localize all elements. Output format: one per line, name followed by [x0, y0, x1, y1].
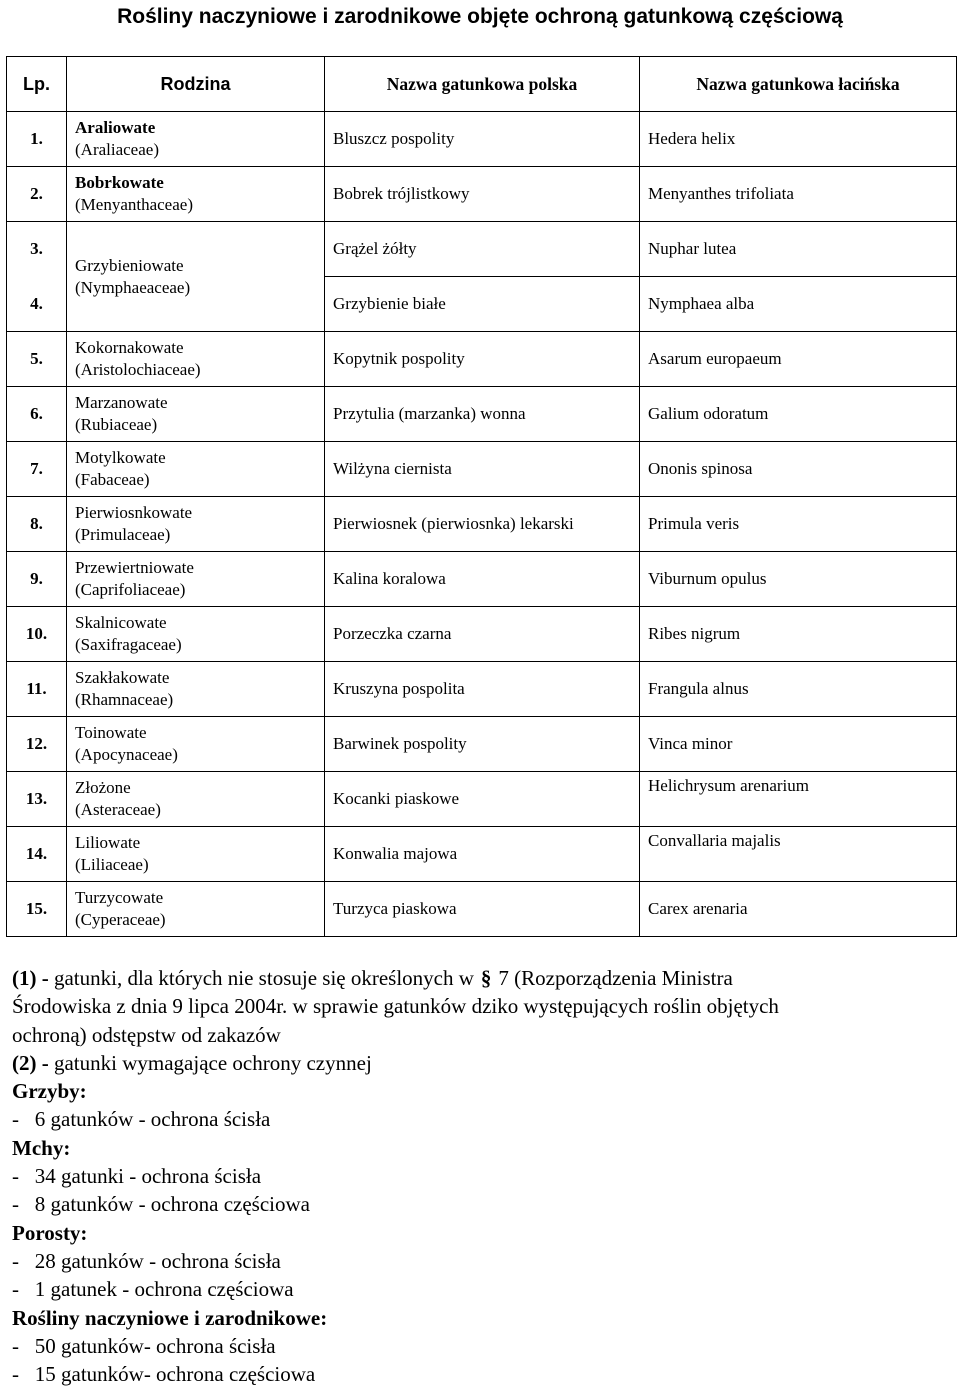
row-family	[67, 827, 325, 882]
row-lp: 2.	[7, 167, 67, 222]
row-name-pl: Grążel żółty	[325, 222, 640, 277]
row-lp: 8.	[7, 497, 67, 552]
row-lp: 13.	[7, 772, 67, 827]
header-lp: Lp.	[7, 57, 67, 112]
row-name-pl: Kocanki piaskowe	[325, 772, 640, 827]
family-lat: (Araliaceae)	[75, 140, 159, 159]
notes-section	[12, 964, 942, 1388]
row-lp-merged	[7, 222, 67, 332]
family-pl: Pierwiosnkowate	[75, 503, 193, 522]
family-pl: Turzycowate	[75, 888, 164, 907]
family-pl: Grzybieniowate	[75, 255, 184, 275]
group-item: - 6 gatunków - ochrona ścisła	[12, 1107, 271, 1132]
family-lat: (Fabaceae)	[75, 470, 150, 489]
table-row	[7, 607, 957, 662]
row-name-lat: Convallaria majalis	[640, 827, 957, 882]
family-pl: Toinowate	[75, 723, 147, 742]
group-heading-text: Porosty:	[12, 1220, 88, 1245]
family-lat: (Nymphaeaceae)	[75, 277, 191, 297]
family-pl: Kokornakowate	[75, 338, 184, 357]
group-item: - 34 gatunki - ochrona ścisła	[12, 1164, 262, 1189]
family-pl: Liliowate	[75, 833, 141, 852]
group-item: - 28 gatunków - ochrona ścisła	[12, 1248, 281, 1273]
row-family	[67, 607, 325, 662]
family-pl: Araliowate	[75, 118, 156, 137]
header-name-pl: Nazwa gatunkowa polska	[325, 57, 640, 112]
table-row	[7, 772, 957, 827]
row-lp: 12.	[7, 717, 67, 772]
group-heading	[12, 1077, 942, 1105]
family-lat: (Saxifragaceae)	[75, 635, 182, 654]
row-name-lat: Ononis spinosa	[640, 442, 957, 497]
row-name-lat: Nymphaea alba	[640, 277, 957, 332]
row-family	[67, 497, 325, 552]
row-lp: 10.	[7, 607, 67, 662]
row-family	[67, 662, 325, 717]
header-family: Rodzina	[67, 57, 325, 112]
table-row	[7, 167, 957, 222]
table-row	[7, 332, 957, 387]
row-name-lat: Frangula alnus	[640, 662, 957, 717]
row-name-lat: Vinca minor	[640, 717, 957, 772]
family-pl: Marzanowate	[75, 393, 168, 412]
paragraph-sign-icon: §	[480, 966, 492, 990]
row-family	[67, 112, 325, 167]
row-name-pl: Bobrek trójlistkowy	[325, 167, 640, 222]
row-name-pl: Bluszcz pospolity	[325, 112, 640, 167]
group-heading-text: Grzyby:	[12, 1079, 87, 1104]
row-lp: 9.	[7, 552, 67, 607]
row-name-lat: Nuphar lutea	[640, 222, 957, 277]
family-pl: Złożone	[75, 778, 131, 797]
group-item: - 8 gatunków - ochrona częściowa	[12, 1192, 310, 1217]
note-1-marker: (1) -	[12, 966, 49, 990]
row-lp: 1.	[7, 112, 67, 167]
family-lat: (Menyanthaceae)	[75, 195, 193, 214]
row-name-pl: Pierwiosnek (pierwiosnka) lekarski	[325, 497, 640, 552]
family-lat: (Rhamnaceae)	[75, 690, 174, 709]
row-name-pl: Kruszyna pospolita	[325, 662, 640, 717]
row-lp: 6.	[7, 387, 67, 442]
group-heading-text: Mchy:	[12, 1135, 71, 1160]
table-row	[7, 827, 957, 882]
family-pl: Bobrkowate	[75, 173, 164, 192]
table-header-row	[7, 57, 957, 112]
family-pl: Przewiertniowate	[75, 558, 194, 577]
group-item: - 50 gatunków- ochrona ścisła	[12, 1333, 276, 1358]
family-lat: (Primulaceae)	[75, 525, 171, 544]
note-2-marker: (2) -	[12, 1050, 49, 1075]
family-pl: Skalnicowate	[75, 613, 167, 632]
note-1-text: gatunki, dla których nie stosuje się określonych w	[48, 966, 480, 990]
table-row	[7, 552, 957, 607]
row-name-pl: Wilżyna ciernista	[325, 442, 640, 497]
row-name-lat: Viburnum opulus	[640, 552, 957, 607]
note-2-text: gatunki wymagające ochrony czynnej	[48, 1050, 372, 1075]
row-name-pl: Porzeczka czarna	[325, 607, 640, 662]
row-name-pl: Przytulia (marzanka) wonna	[325, 387, 640, 442]
row-name-pl: Konwalia majowa	[325, 827, 640, 882]
family-pl: Motylkowate	[75, 448, 166, 467]
row-name-lat: Primula veris	[640, 497, 957, 552]
table-row	[7, 222, 957, 277]
note-1-line-1	[12, 964, 942, 992]
row-family	[67, 717, 325, 772]
row-family	[67, 167, 325, 222]
table-row	[7, 442, 957, 497]
table-row	[7, 882, 957, 937]
note-1-text-end: 7 (Rozporządzenia Ministra	[493, 966, 733, 990]
row-lp: 11.	[7, 662, 67, 717]
row-lp: 15.	[7, 882, 67, 937]
row-lp: 3.	[30, 239, 43, 259]
row-name-lat: Helichrysum arenarium	[640, 772, 957, 827]
table-row	[7, 387, 957, 442]
group-item: - 15 gatunków- ochrona częściowa	[12, 1362, 316, 1387]
row-lp: 7.	[7, 442, 67, 497]
note-2	[12, 1049, 942, 1077]
note-1-line-3: ochroną) odstępstw od zakazów	[12, 1022, 281, 1047]
group-heading	[12, 1219, 942, 1247]
species-table	[6, 56, 957, 937]
row-name-pl: Kopytnik pospolity	[325, 332, 640, 387]
family-lat: (Asteraceae)	[75, 800, 161, 819]
note-1-line-2: Środowiska z dnia 9 lipca 2004r. w sprawie gatunków dziko występujących roślin objętych	[12, 994, 779, 1019]
row-family	[67, 222, 325, 332]
group-heading	[12, 1134, 942, 1162]
family-lat: (Cyperaceae)	[75, 910, 166, 929]
row-family	[67, 387, 325, 442]
row-name-lat: Menyanthes trifoliata	[640, 167, 957, 222]
group-heading	[12, 1304, 942, 1332]
row-name-lat: Asarum europaeum	[640, 332, 957, 387]
family-lat: (Liliaceae)	[75, 855, 149, 874]
table-row	[7, 662, 957, 717]
row-lp: 5.	[7, 332, 67, 387]
row-name-pl: Barwinek pospolity	[325, 717, 640, 772]
family-lat: (Apocynaceae)	[75, 745, 178, 764]
table-row	[7, 497, 957, 552]
row-name-pl: Turzyca piaskowa	[325, 882, 640, 937]
table-row	[7, 112, 957, 167]
page-title: Rośliny naczyniowe i zarodnikowe objęte ochroną gatunkową częściową	[117, 5, 843, 28]
row-name-lat: Galium odoratum	[640, 387, 957, 442]
family-lat: (Rubiaceae)	[75, 415, 158, 434]
family-pl: Szakłakowate	[75, 668, 170, 687]
row-family	[67, 882, 325, 937]
row-family	[67, 442, 325, 497]
row-name-pl: Kalina koralowa	[325, 552, 640, 607]
header-name-lat: Nazwa gatunkowa łacińska	[640, 57, 957, 112]
table-row	[7, 717, 957, 772]
row-family	[67, 772, 325, 827]
family-lat: (Aristolochiaceae)	[75, 360, 201, 379]
row-lp: 4.	[30, 293, 43, 313]
row-name-lat: Ribes nigrum	[640, 607, 957, 662]
row-name-pl: Grzybienie białe	[325, 277, 640, 332]
family-lat: (Caprifoliaceae)	[75, 580, 186, 599]
group-heading-text: Rośliny naczyniowe i zarodnikowe:	[12, 1305, 328, 1330]
row-family	[67, 332, 325, 387]
group-item: - 1 gatunek - ochrona częściowa	[12, 1277, 294, 1302]
row-family	[67, 552, 325, 607]
row-name-lat: Carex arenaria	[640, 882, 957, 937]
row-name-lat: Hedera helix	[640, 112, 957, 167]
row-lp: 14.	[7, 827, 67, 882]
